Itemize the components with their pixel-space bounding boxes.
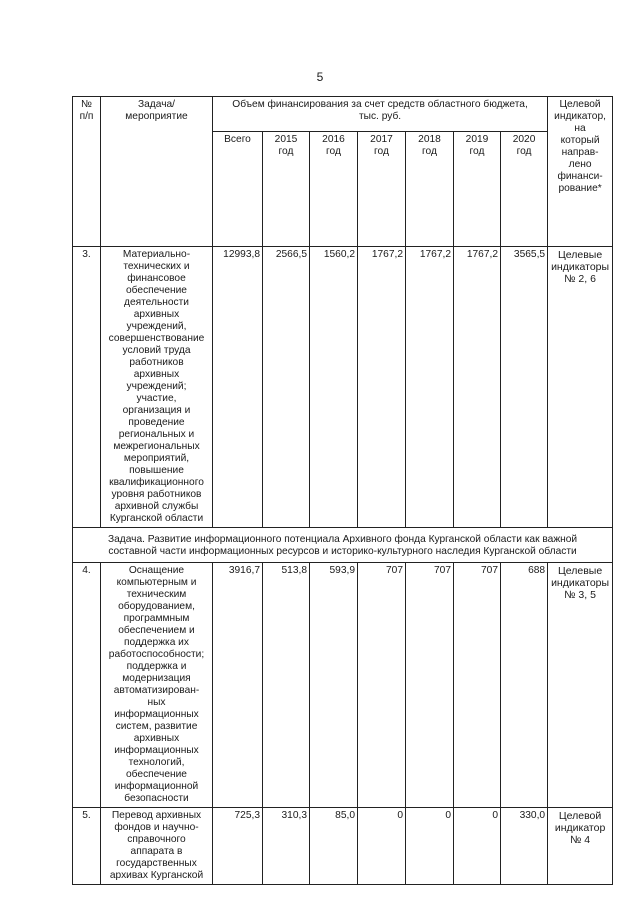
row-value-2017: 707 (358, 563, 406, 808)
row-value-2020: 330,0 (501, 808, 548, 885)
header-year-2017: 2017 год (358, 132, 406, 247)
row-total: 12993,8 (213, 247, 263, 528)
task-description: Задача. Развитие информационного потенциала Архивного фонда Курганской области как важной составной части информационных ресурсов и историко-культурного наследия Курганской области (73, 528, 613, 563)
row-num: 3. (73, 247, 101, 528)
row-value-2018: 1767,2 (406, 247, 454, 528)
page-number: 5 (316, 70, 324, 84)
header-year-2015: 2015 год (263, 132, 310, 247)
row-value-2015: 513,8 (263, 563, 310, 808)
row-value-2017: 1767,2 (358, 247, 406, 528)
header-indicator: Целевой индикатор, на который направ- лено финанси- рование* (548, 97, 613, 247)
row-value-2020: 3565,5 (501, 247, 548, 528)
row-value-2016: 1560,2 (310, 247, 358, 528)
row-value-2016: 593,9 (310, 563, 358, 808)
row-indicator: Целевые индикаторы № 3, 5 (548, 563, 613, 808)
table-row (73, 563, 613, 808)
row-value-2020: 688 (501, 563, 548, 808)
row-task: Материально- технических и финансовое обеспечение деятельности архивных учреждений, совершенствование условий труда работников архивных учреждений; участие, организация и проведение региональных и межрегиональных мероприятий, повышение квалификационного уровня работников архивной службы Курганской области (101, 247, 213, 528)
row-task: Оснащение компьютерным и техническим оборудованием, программным обеспечением и поддержка их работоспособности; поддержка и модернизация автоматизирован- ных информационных систем, развитие архивных информационных технологий, обеспечение информационной безопасности (101, 563, 213, 808)
header-year-2020: 2020 год (501, 132, 548, 247)
row-value-2017: 0 (358, 808, 406, 885)
row-value-2019: 0 (454, 808, 501, 885)
header-row-1 (73, 97, 613, 132)
row-value-2016: 85,0 (310, 808, 358, 885)
row-value-2018: 0 (406, 808, 454, 885)
header-total: Всего (213, 132, 263, 247)
row-task: Перевод архивных фондов и научно- справочного аппарата в государственных архивах Курганской (101, 808, 213, 885)
row-total: 725,3 (213, 808, 263, 885)
header-year-2019: 2019 год (454, 132, 501, 247)
row-indicator: Целевые индикаторы № 2, 6 (548, 247, 613, 528)
header-budget: Объем финансирования за счет средств областного бюджета, тыс. руб. (213, 97, 548, 132)
header-task: Задача/ мероприятие (101, 97, 213, 247)
row-total: 3916,7 (213, 563, 263, 808)
row-num: 4. (73, 563, 101, 808)
financing-table (72, 96, 613, 885)
row-value-2019: 707 (454, 563, 501, 808)
header-year-2016: 2016 год (310, 132, 358, 247)
row-value-2019: 1767,2 (454, 247, 501, 528)
header-year-2018: 2018 год (406, 132, 454, 247)
table-row (73, 247, 613, 528)
row-indicator: Целевой индикатор № 4 (548, 808, 613, 885)
row-value-2015: 2566,5 (263, 247, 310, 528)
header-num: № п/п (73, 97, 101, 247)
row-num: 5. (73, 808, 101, 885)
row-value-2018: 707 (406, 563, 454, 808)
table-row (73, 808, 613, 885)
row-value-2015: 310,3 (263, 808, 310, 885)
task-row (73, 528, 613, 563)
